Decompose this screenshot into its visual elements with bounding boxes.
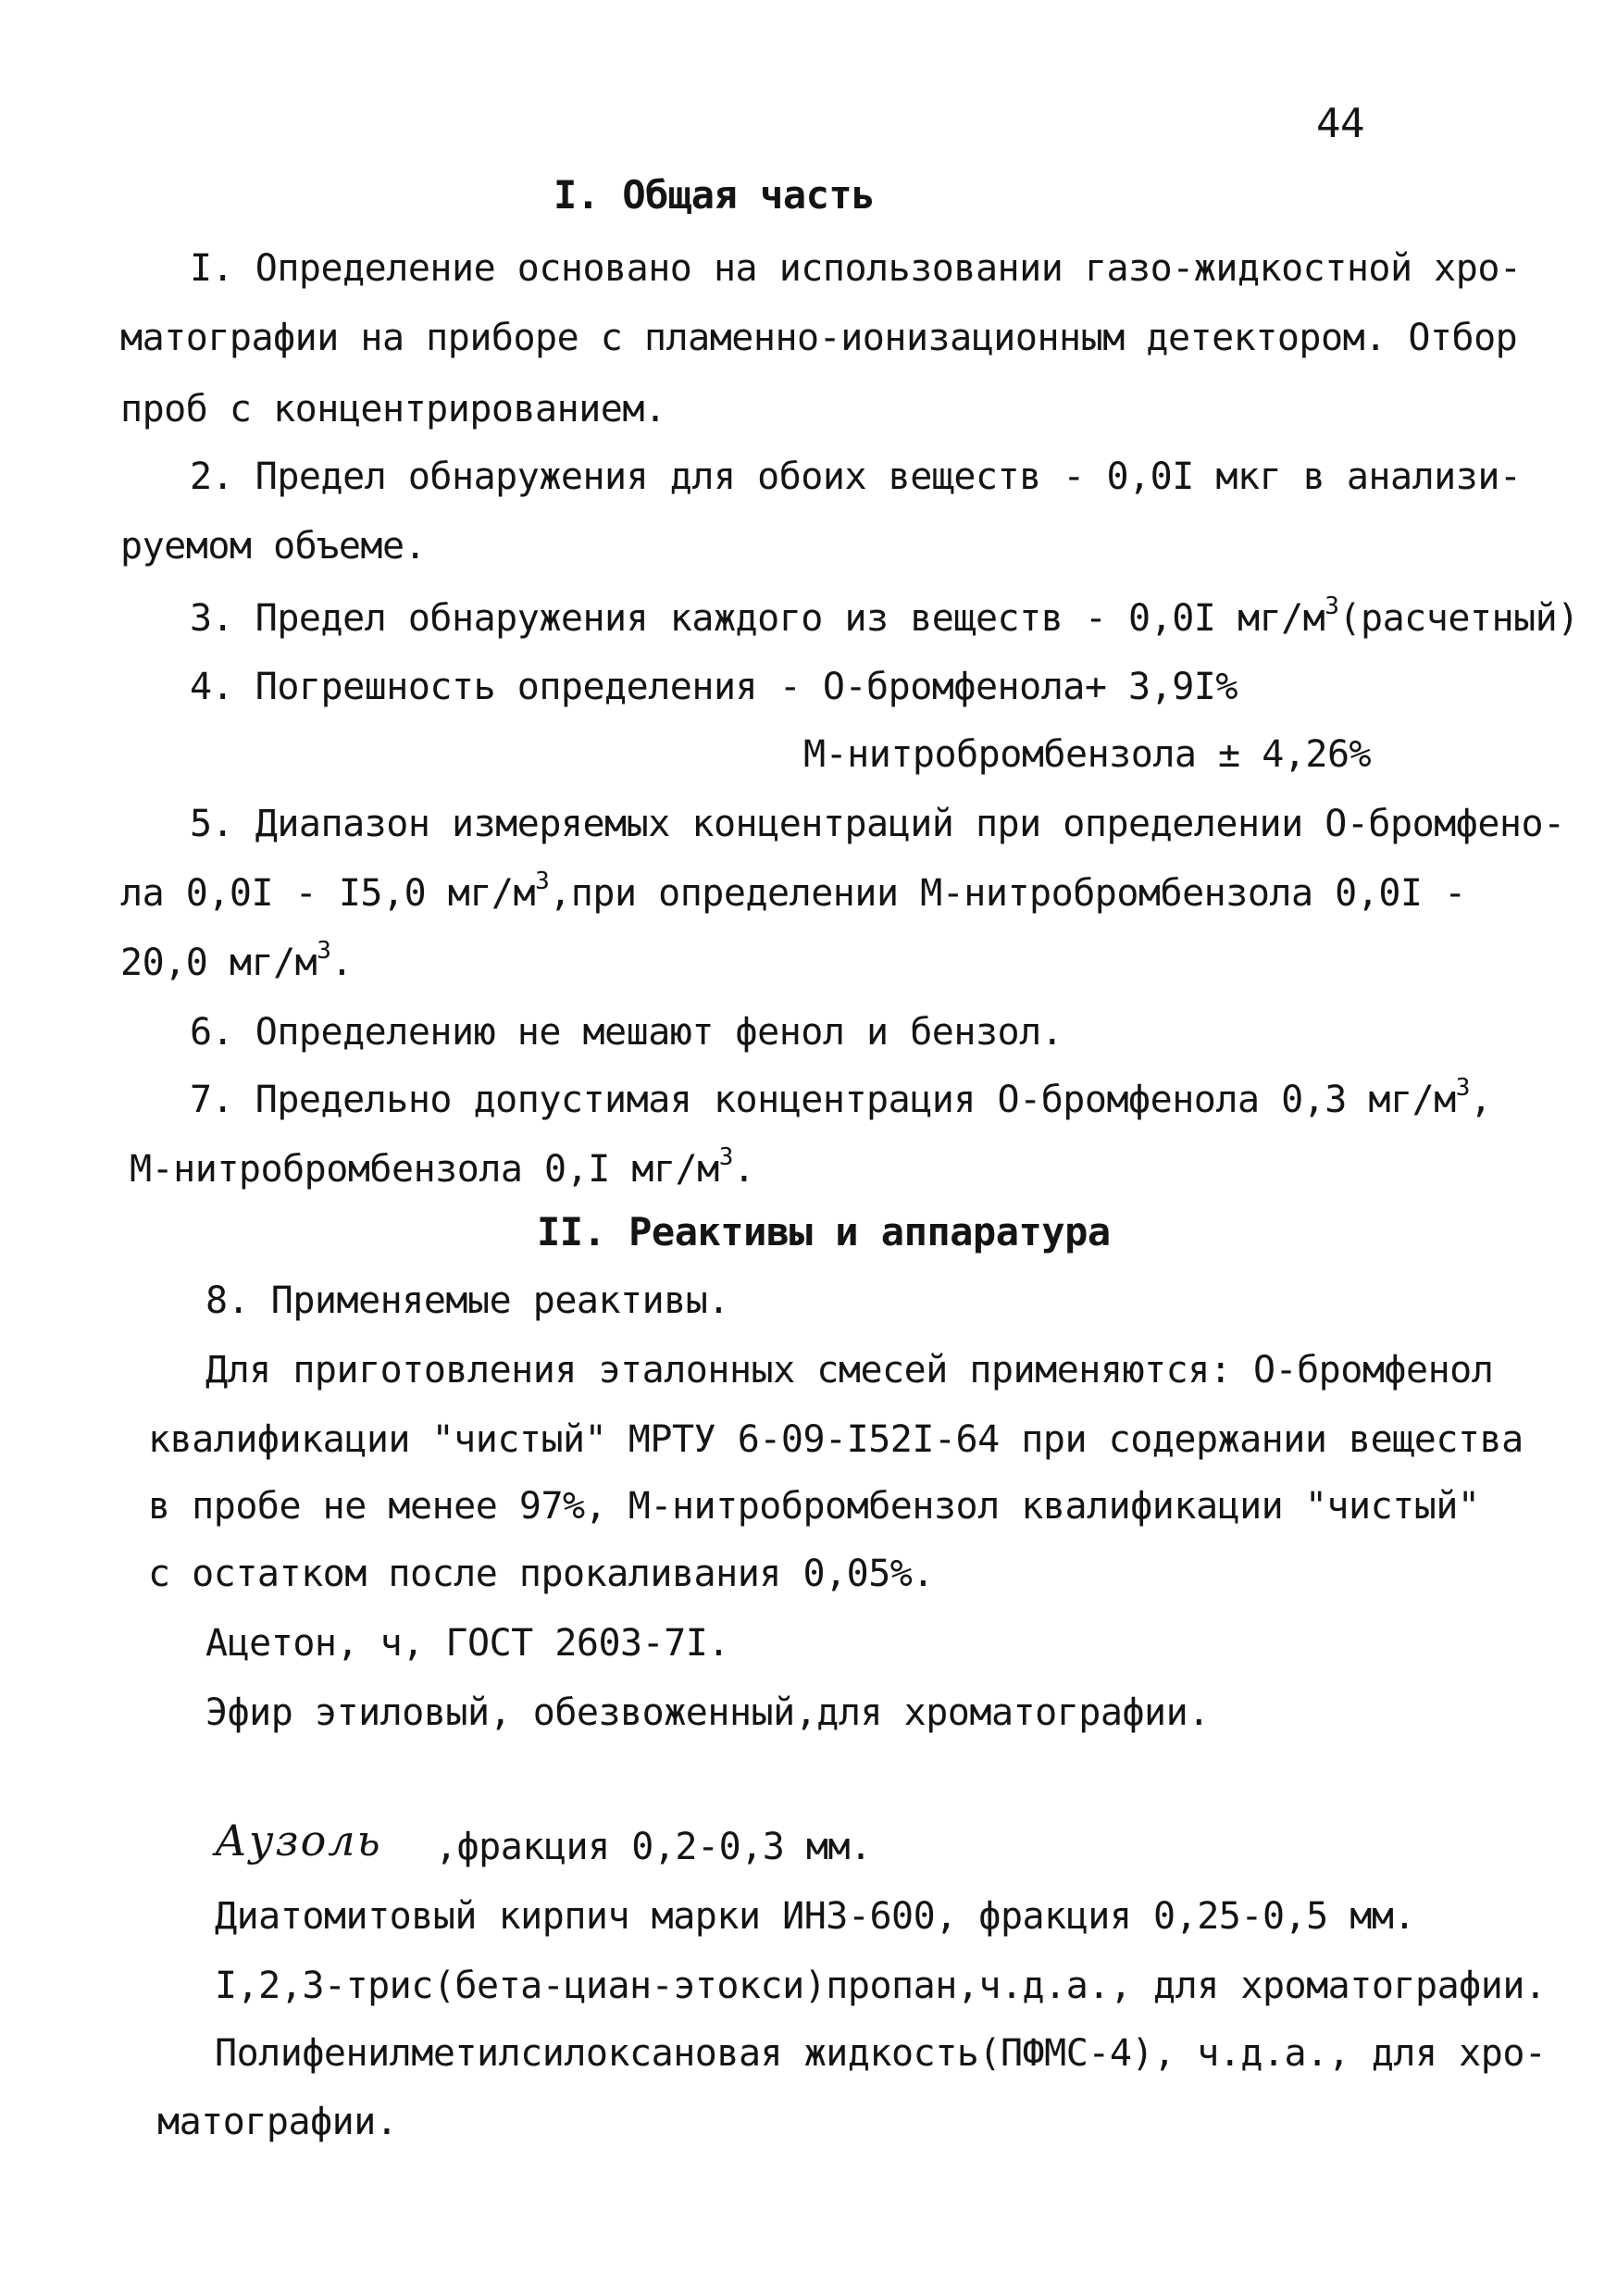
paragraph-7-line-2-a: М-нитробромбензола 0,I мг/м	[130, 1148, 719, 1191]
paragraph-7-line-2	[130, 1143, 755, 1191]
reagent-ether: Эфир этиловый, обезвоженный,для хроматографии.	[205, 1691, 1210, 1734]
paragraph-5-line-3-a: 20,0 мг/м	[120, 942, 317, 984]
paragraph-2-line-2: руемом объеме.	[120, 525, 427, 568]
paragraph-7-line-1-b: ,	[1469, 1079, 1492, 1121]
paragraph-7-line-2-b: .	[732, 1148, 755, 1191]
paragraph-3-sup: 3	[1325, 593, 1339, 620]
paragraph-3-tail: (расчетный)	[1338, 597, 1579, 640]
paragraph-3-text: 3. Предел обнаружения каждого из веществ - 0,0I мг/м	[190, 597, 1325, 640]
reagent-liquid-line-1: Полифенилметилсилоксановая жидкость(ПФМС-4), ч.д.а., для хро-	[215, 2032, 1547, 2075]
paragraph-5-line-3-b: .	[330, 942, 353, 984]
paragraph-5-line-2-a: ла 0,0I - I5,0 мг/м	[120, 872, 536, 915]
reagent-brick: Диатомитовый кирпич марки ИНЗ-600, фракция 0,25-0,5 мм.	[215, 1895, 1416, 1938]
paragraph-8-body-line-1: Для приготовления эталонных смесей применяются: О-бромфенол	[205, 1349, 1494, 1391]
reagent-liquid-line-2: матографии.	[157, 2101, 398, 2143]
paragraph-3	[190, 593, 1579, 640]
paragraph-1-line-1: I. Определение основано на использовании газо-жидкостной хро-	[190, 247, 1522, 290]
paragraph-5-line-2-sup: 3	[535, 867, 550, 895]
paragraph-5-line-2-b: ,при определении М-нитробромбензола 0,0I -	[549, 872, 1466, 915]
paragraph-5-line-1: 5. Диапазон измеряемых концентраций при определении О-бромфено-	[190, 803, 1565, 845]
paragraph-8-body-line-4: с остатком после прокаливания 0,05%.	[148, 1553, 934, 1595]
paragraph-7-line-1	[190, 1074, 1492, 1121]
paragraph-7-line-2-sup: 3	[718, 1143, 733, 1171]
paragraph-1-line-3: проб с концентрированием.	[120, 388, 666, 430]
paragraph-6: 6. Определению не мешают фенол и бензол.	[190, 1011, 1063, 1054]
handwritten-insert: Аузоль	[215, 1816, 382, 1866]
paragraph-8-body-line-3: в пробе не менее 97%, М-нитробромбензол квалификации "чистый"	[148, 1485, 1480, 1528]
paragraph-4-line-2: М-нитробромбензола ± 4,26%	[803, 733, 1372, 776]
paragraph-1-line-2: матографии на приборе с пламенно-ионизационным детектором. Отбор	[120, 317, 1518, 359]
paragraph-5-line-3-sup: 3	[317, 937, 331, 965]
paragraph-5-line-3	[120, 937, 353, 984]
paragraph-8-body-line-2: квалификации "чистый" МРТУ 6-09-I52I-64 при содержании вещества	[148, 1418, 1524, 1461]
paragraph-7-line-1-a: 7. Предельно допустимая концентрация О-бромфенола 0,3 мг/м	[190, 1079, 1456, 1121]
page-number: 44	[1316, 100, 1364, 147]
paragraph-2-line-1: 2. Предел обнаружения для обоих веществ - 0,0I мкг в анализи-	[190, 455, 1522, 498]
section-heading-reagents: II. Реактивы и аппаратура	[537, 1209, 1111, 1254]
reagent-acetone: Ацетон, ч, ГОСТ 2603-7I.	[205, 1622, 729, 1665]
reagent-fraction: ,фракция 0,2-0,3 мм.	[435, 1826, 872, 1868]
reagent-propane: I,2,3-трис(бета-циан-этокси)пропан,ч.д.а., для хроматографии.	[215, 1965, 1547, 2007]
paragraph-4-line-1: 4. Погрешность определения - О-бромфенола+ 3,9I%	[190, 666, 1238, 708]
paragraph-8-title: 8. Применяемые реактивы.	[205, 1279, 729, 1322]
paragraph-5-line-2	[120, 867, 1466, 915]
paragraph-7-line-1-sup: 3	[1455, 1074, 1470, 1102]
section-heading-general: I. Общая часть	[554, 172, 876, 218]
